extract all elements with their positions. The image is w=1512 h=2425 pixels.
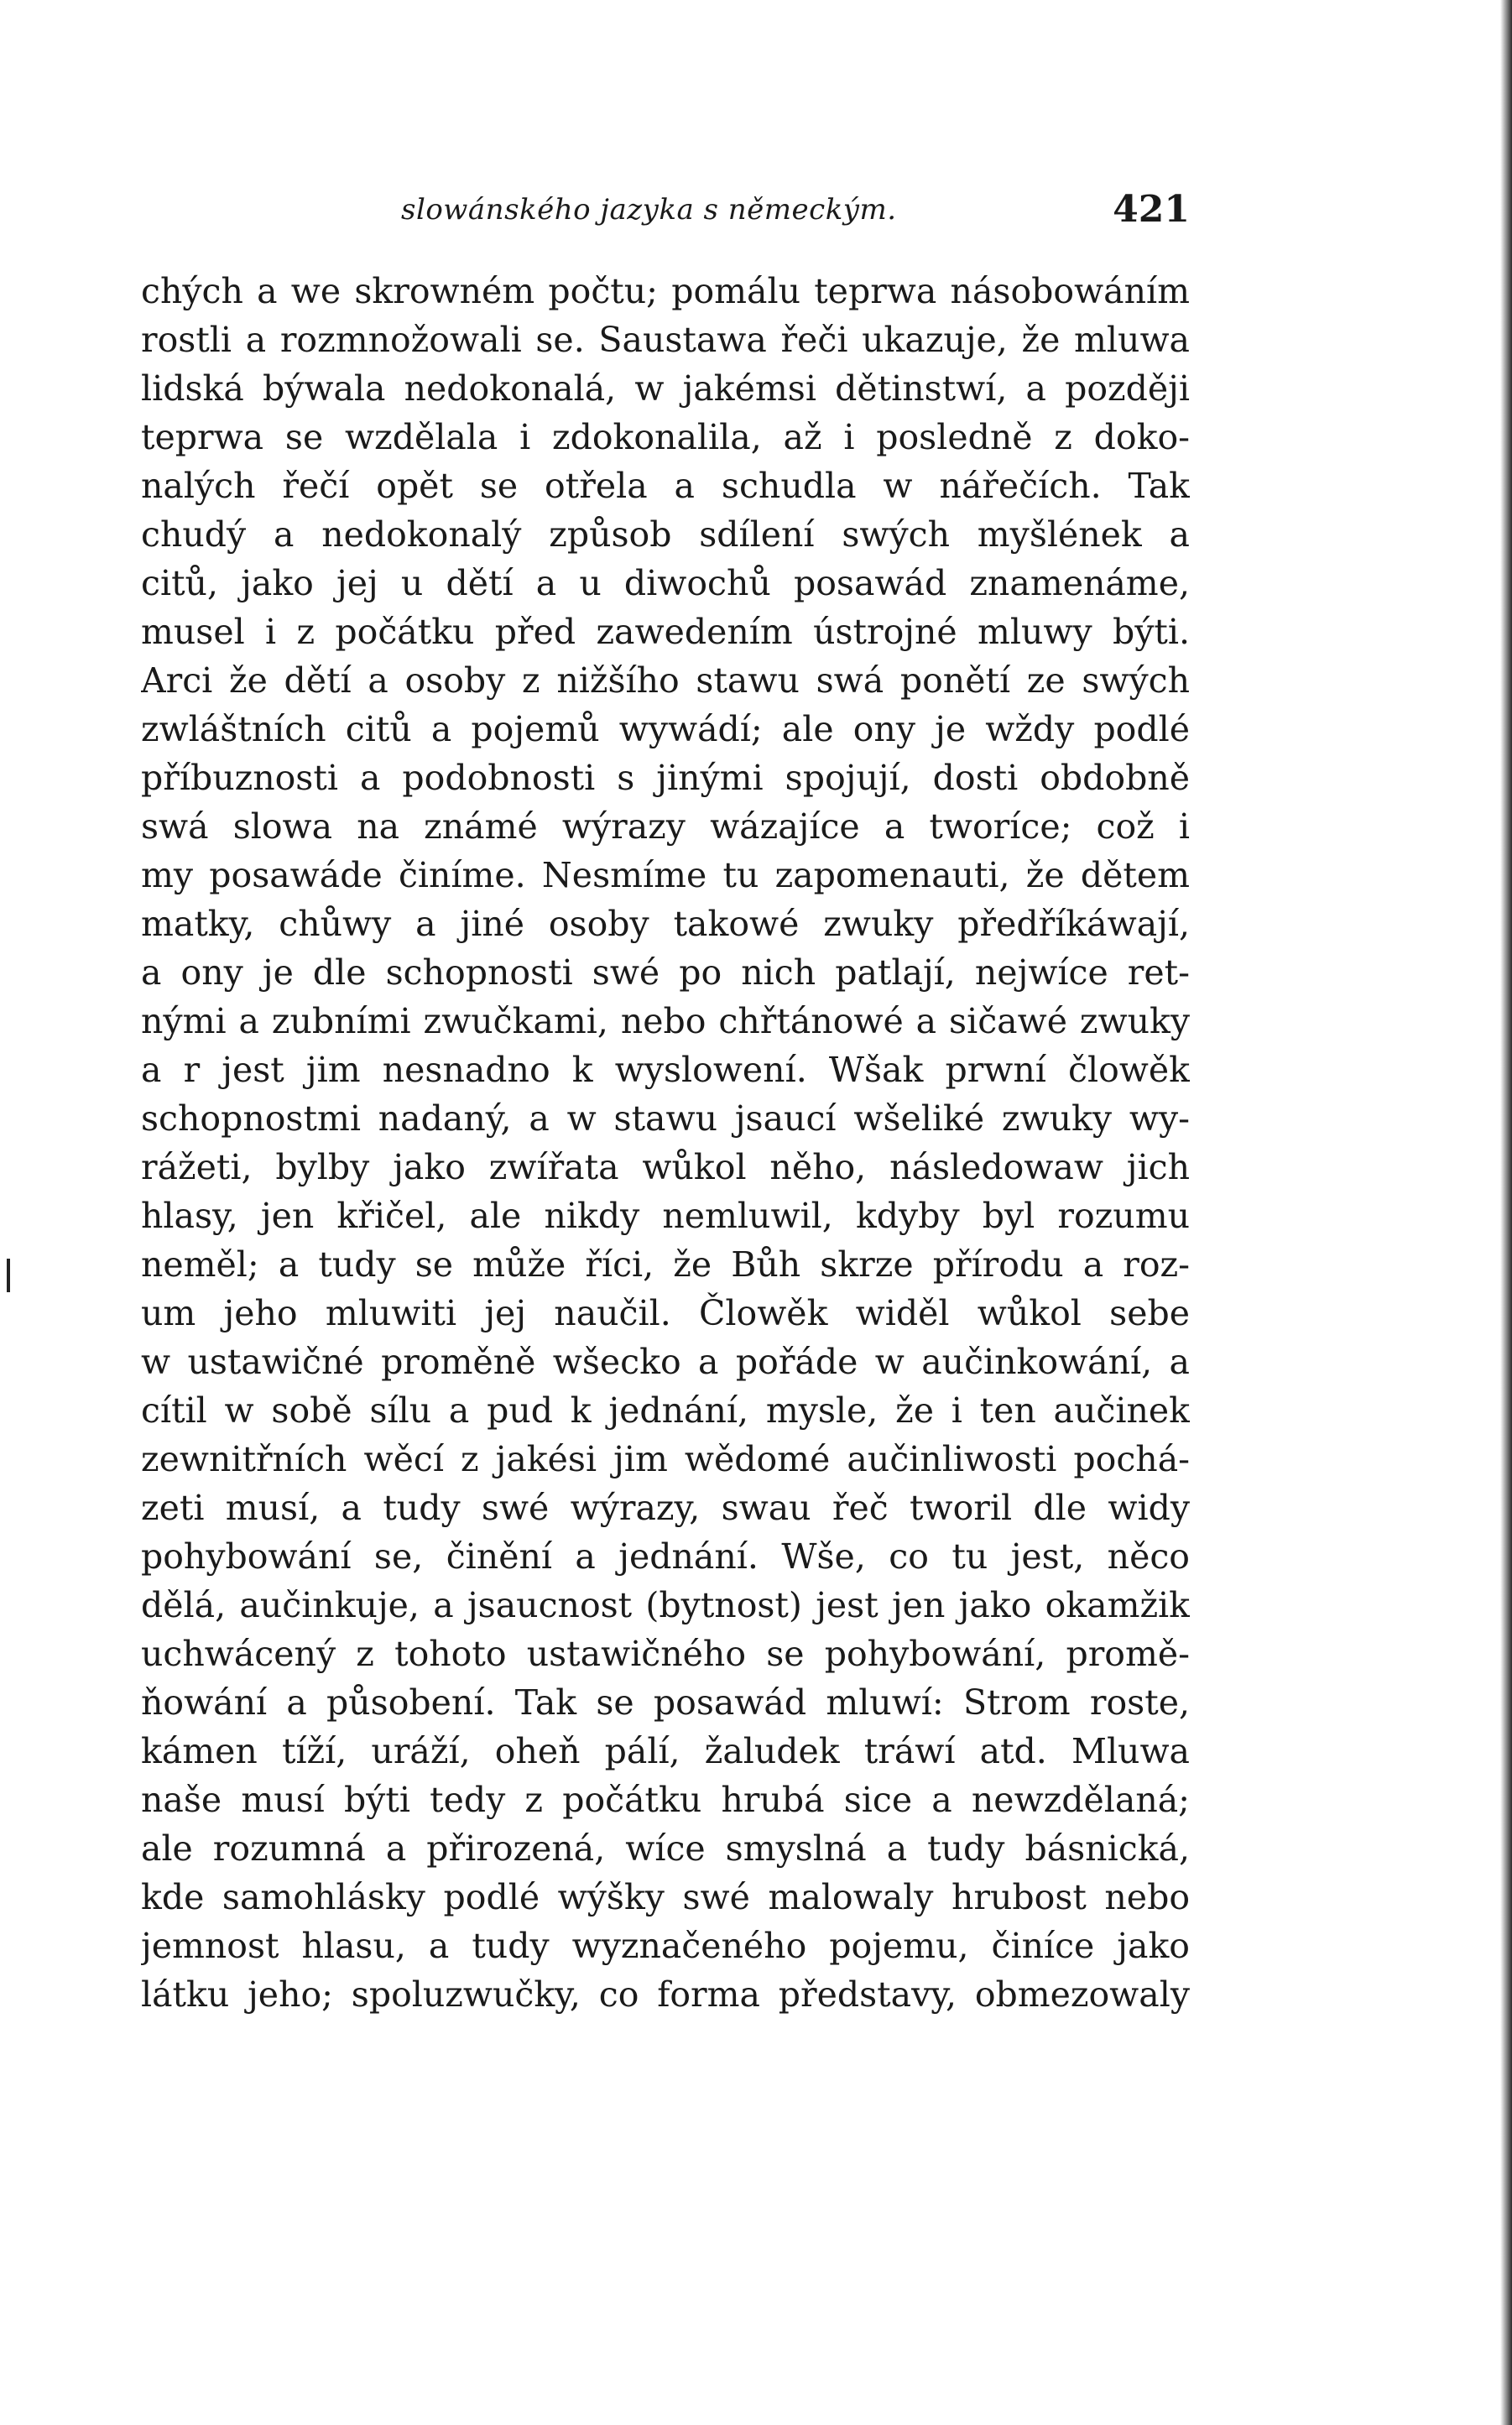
- text-line: ale rozumná a přirozená, wíce smyslná a tudy básnická,: [141, 1828, 1190, 1869]
- text-line: schopnostmi nadaný, a w stawu jsaucí wšeliké zwuky wy-: [141, 1098, 1190, 1139]
- text-line: nými a zubními zwučkami, nebo chřtánowé a sičawé zwuky: [141, 1001, 1190, 1041]
- text-line: citů, jako jej u dětí a u diwochů posawád znamenáme,: [141, 563, 1190, 603]
- text-line: a r jest jim nesnadno k wyslowení. Wšak prwní člowěk: [141, 1050, 1190, 1090]
- text-line: dělá, aučinkuje, a jsaucnost (bytnost) jest jen jako okamžik: [141, 1585, 1190, 1625]
- text-line: neměl; a tudy se může říci, že Bůh skrze přírodu a roz-: [141, 1244, 1190, 1285]
- text-line: Arci že dětí a osoby z nižšího stawu swá ponětí ze swých: [141, 660, 1190, 701]
- text-line: hlasy, jen křičel, ale nikdy nemluwil, kdyby byl rozumu: [141, 1196, 1190, 1236]
- text-line: my posawáde činíme. Nesmíme tu zapomenauti, že dětem: [141, 855, 1190, 895]
- text-line: pohybowání se, činění a jednání. Wše, co tu jest, něco: [141, 1536, 1190, 1577]
- page-edge-shadow: [1500, 0, 1512, 2425]
- text-line: swá slowa na známé wýrazy wázajíce a tworíce; což i: [141, 806, 1190, 847]
- text-line: teprwa se wzdělala i zdokonalila, až i posledně z doko-: [141, 417, 1190, 457]
- text-line: kámen tíží, uráží, oheň pálí, žaludek tráwí atd. Mluwa: [141, 1731, 1190, 1771]
- text-line: naše musí býti tedy z počátku hrubá sice a newzdělaná;: [141, 1780, 1190, 1820]
- text-line: rostli a rozmnožowali se. Saustawa řeči ukazuje, že mluwa: [141, 320, 1190, 360]
- text-line: a ony je dle schopnosti swé po nich patlají, nejwíce ret-: [141, 952, 1190, 993]
- text-line: jemnost hlasu, a tudy wyznačeného pojemu, činíce jako: [141, 1926, 1190, 1966]
- text-line: nalých řečí opět se otřela a schudla w nářečích. Tak: [141, 466, 1190, 506]
- text-line: kde samohlásky podlé wýšky swé malowaly hrubost nebo: [141, 1877, 1190, 1917]
- text-line: lidská býwala nedokonalá, w jakémsi dětinstwí, a později: [141, 368, 1190, 409]
- text-line: příbuznosti a podobnosti s jinými spojují, dosti obdobně: [141, 758, 1190, 798]
- running-title: slowánského jazyka s německým.: [401, 193, 897, 227]
- margin-mark: [7, 1259, 10, 1292]
- text-line: chudý a nedokonalý způsob sdílení swých myšlének a: [141, 514, 1190, 555]
- page-number: 421: [1113, 188, 1190, 231]
- text-line: ňowání a působení. Tak se posawád mluwí: Strom roste,: [141, 1682, 1190, 1723]
- text-line: zwláštních citů a pojemů wywádí; ale ony je wždy podlé: [141, 709, 1190, 749]
- text-line: rážeti, bylby jako zwířata wůkol něho, následowaw jich: [141, 1147, 1190, 1187]
- text-line: cítil w sobě sílu a pud k jednání, mysle, že i ten aučinek: [141, 1390, 1190, 1431]
- text-line: uchwácený z tohoto ustawičného se pohybowání, promě-: [141, 1634, 1190, 1674]
- text-line: musel i z počátku před zawedením ústrojné mluwy býti.: [141, 612, 1190, 652]
- text-line: zewnitřních wěcí z jakési jim wědomé aučinliwosti pochá-: [141, 1439, 1190, 1479]
- page-header: [141, 178, 1190, 231]
- body-text: [141, 267, 1190, 2019]
- text-line: látku jeho; spoluzwučky, co forma představy, obmezowaly: [141, 1974, 1190, 2015]
- text-line: w ustawičné proměně wšecko a pořáde w aučinkowání, a: [141, 1342, 1190, 1382]
- text-line: um jeho mluwiti jej naučil. Člowěk widěl wůkol sebe: [141, 1293, 1190, 1333]
- text-line: chých a we skrowném počtu; pomálu teprwa násobowáním: [141, 271, 1190, 311]
- text-line: zeti musí, a tudy swé wýrazy, swau řeč tworil dle widy: [141, 1488, 1190, 1528]
- text-line: matky, chůwy a jiné osoby takowé zwuky předříkáwají,: [141, 904, 1190, 944]
